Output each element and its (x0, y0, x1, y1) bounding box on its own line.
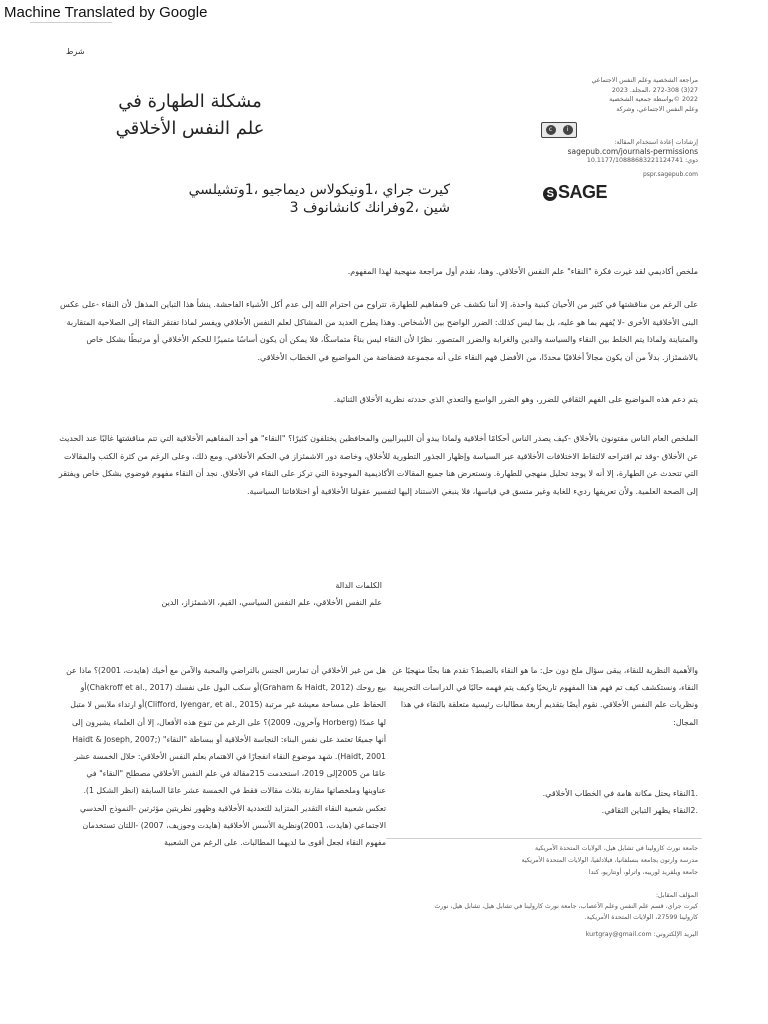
reuse-label: إرشادات إعادة استخدام المقالة: (614, 139, 698, 146)
keywords-heading: الكلمات الدالة (335, 581, 382, 590)
banner-underline (30, 22, 112, 23)
paper-title (60, 88, 320, 142)
by-icon: i (563, 125, 573, 135)
sage-logo (543, 182, 607, 203)
journal-line: 27(3) 272-308 ،المجلد. 2023 (611, 86, 698, 94)
abstract-intro: ملخص أكاديمي لقد غيرت فكرة "النقاء" علم النفس الأخلاقي. وهنا، نقدم أول مراجعة منهجية لهذا المفهوم. (347, 267, 698, 276)
keywords-list: علم النفس الأخلاقي، علم النفس السياسي، القيم، الاشمئزاز، الدين (161, 598, 382, 607)
doi[interactable]: دوي: 10.1177/10888683221124741 (586, 157, 698, 164)
title-line-1: مشكلة الطهارة في (118, 91, 262, 112)
affiliations (382, 843, 698, 879)
corresponding-line: كيرت جراي، قسم علم النفس وعلم الأعصاب، جامعة نورث كارولينا في تشابل هيل، تشابل هيل، نورث (434, 903, 698, 910)
journal-url[interactable]: pspr.sagepub.com (642, 171, 698, 178)
public-summary: الملخص العام الناس مفتونون بالأخلاق -كيف يصدر الناس أحكامًا أخلاقية ولماذا يبدو أن الليبراليين والمحافظين يختلفون كثيرًا؟ "النقاء" هو أحد المفاهيم الأخلاقية التي تتم مناقشتها غالبًا عند الحديث عن الأخلاق -وقد تم اقتراحه لالتقاط الاختلافات الأخلاقية عبر السياسة وإظهار الجذور التطورية للأخلاق، وخاصة دور الاشمئزاز في الحكم الأخلاقي. ومع ذلك، وعلى الرغم من كثرة الكتب والمقالات التي تتحدث عن الطهارة، إلا أنه لا يوجد تحليل منهجي للطهارة. ونستعرض هنا جميع المقالات الأكاديمية الموجودة التي تركز على النقاء في الأخلاق. نجد أن النقاء مفهوم فوضوي بشكل خاص ويفتقر إلى الصحة العلمية. ولأن تعريفها رديء للغاية وغير متسق في قياسها، فلا ينبغي الاستناد إليها لتفسير عقولنا الأخلاقية أو اختلافاتنا السياسية. (58, 434, 698, 496)
reuse-guidelines (498, 138, 698, 165)
author-list: كيرت جراي ،1ونيكولاس ديماجيو ،1وتشيلسي شين ،2وفرانك كانشانوف 3 (188, 182, 450, 216)
journal-line: وعلم النفس الاجتماعي، وشركة (616, 105, 698, 113)
cc-icon: c (546, 125, 556, 135)
footnote-divider (386, 838, 702, 839)
permissions-link[interactable]: sagepub.com/journals-permissions (567, 147, 698, 156)
body-right-column: والأهمية النظرية للنقاء، يبقى سؤال ملح دون حل: ما هو النقاء بالضبط؟ تقدم هنا بحثًا منهجيًا عن النقاء، ونستكشف كيف تم فهم هذا المفهوم تاريخيًا وكيف يتم فهمه حاليًا في الدراسات التجريبية ونظريات علم النفس الأخلاقي. نقوم أيضًا بتقديم أربعة مطالبات رئيسية متعلقة بالنقاء في هذا المجال: (392, 666, 698, 727)
corresponding-label: المؤلف المقابل: (655, 892, 698, 899)
machine-translation-banner: Machine Translated by Google (4, 4, 208, 21)
claims-list (382, 785, 698, 819)
body-left-column: هل من غير الأخلاقي أن تمارس الجنس بالتراضي والمحبة والآمن مع أخيك (هايدت، 2001)؟ ماذا عن بيع روحك (Graham & Haidt, 2012)أو سكب البول على نفسك (Chakroff et al., 2017)أو الحفاظ على مساحة معيشة غير مرتبة (Clifford, Iyengar, et al., 2015)أو ارتداء ملابس لا متبل لها عمدًا (Horberg وآخرون، 2009)؟ على الرغم من تنوع هذه الأفعال، إلا أن العلماء يشيرون إلى أنها جميعًا تعتمد على نفس البناء: النجاسة الأخلاقية أو ببساطة "النقاء" (Haidt & Joseph, 2007; Haidt, 2001). شهد موضوع النقاء انفجارًا في الاهتمام بعلم النفس الأخلاقي: خلال الخمسة عشر عامًا من 2005إلى 2019، استخدمت 215مقالة في علم النفس الأخلاقي مصطلح "النقاء" في عناوينها وملخصاتها مقارنة بثلاث مقالات فقط في الخمسة عشر عامًا السابقة (انظر الشكل 1). تعكس شعبية النقاء التقدير المتزايد للتعددية الأخلاقية وظهور نظريتين مؤثرتين -النموذج الحدسي الاجتماعي (هايدت، 2001)ونظرية الأسس الأخلاقية (هايدت وجوزيف، 2007) -اللتان تستخدمان مفهوم النقاء لجعل أقوى ما لديهما المطالبات. على الرغم من الشعبية (66, 666, 386, 848)
creative-commons-badge[interactable] (541, 122, 577, 138)
sage-logo-text: SAGE (558, 182, 608, 202)
sage-s-icon: S (543, 187, 557, 201)
corresponding-email[interactable]: البريد الإلكتروني: kurtgray@gmail.com (585, 931, 698, 938)
list-item: .2النقاء يظهر التباين الثقافي. (601, 806, 698, 815)
abstract-body: على الرغم من مناقشتها في كثير من الأحيان كبنية واحدة، إلا أننا نكشف عن 9مفاهيم للطهارة، تتراوح من احترام الله إلى عدم أكل الأشياء الفاحشة. ينشأ هذا التباين المذهل لأن النقاء -على عكس البنى الأخلاقية الأخرى -لا يُفهم بما هو عليه، بل بما ليس كذلك: الضرر الواضح بين الأشخاص. وهذا يطرح العديد من المشاكل لعلم النفس الأخلاقي ويفسر لماذا تفتقر النقاء إلى الصلاحية المتقاربة والمتباينة ولماذا يتم الخلط بين النقاء والسياسة والدين والغرابة والضرر المتصور. نظرًا لأن النقاء ليس بناءً متماسكًا، فلا يمكن أن يكون أساسًا متميزًا للحكم الأخلاقي أو مرتبطًا بشكل خاص بالاشمئزاز. بدلاً من أن يكون مجالاً أخلاقيًا محددًا، من الأفضل فهم النقاء على أنه مجموعة فضفاضة من المواضيع في الخطاب الأخلاقي. (60, 300, 698, 362)
affiliation: جامعة ويلفريد لورييه، واترلو، أونتاريو، كندا (588, 869, 698, 876)
abstract-conclusion: يتم دعم هذه المواضيع على الفهم الثقافي للضرر، وهو الضرر الواسع والتعدي الذي حددته نظرية الأخلاق الثنائية. (333, 395, 698, 404)
journal-info (498, 76, 698, 114)
journal-line: مراجعة الشخصية وعلم النفس الاجتماعي (591, 77, 698, 84)
journal-line: 2022 ©بواسطة جمعية الشخصية (609, 96, 698, 103)
corresponding-author (382, 890, 698, 940)
title-line-2: علم النفس الأخلاقي (115, 118, 265, 139)
corresponding-line: كارولينا 27599، الولايات المتحدة الأمريكية. (584, 914, 698, 921)
top-link[interactable]: شرط (66, 47, 85, 56)
list-item: .1النقاء يحتل مكانة هامة في الخطاب الأخلاقي. (542, 789, 698, 798)
affiliation: مدرسة وارتون بجامعة بنسلفانيا، فيلادلفيا، الولايات المتحدة الأمريكية (521, 857, 698, 864)
affiliation: جامعة نورث كارولينا في تشابل هيل، الولايات المتحدة الأمريكية (535, 845, 698, 852)
